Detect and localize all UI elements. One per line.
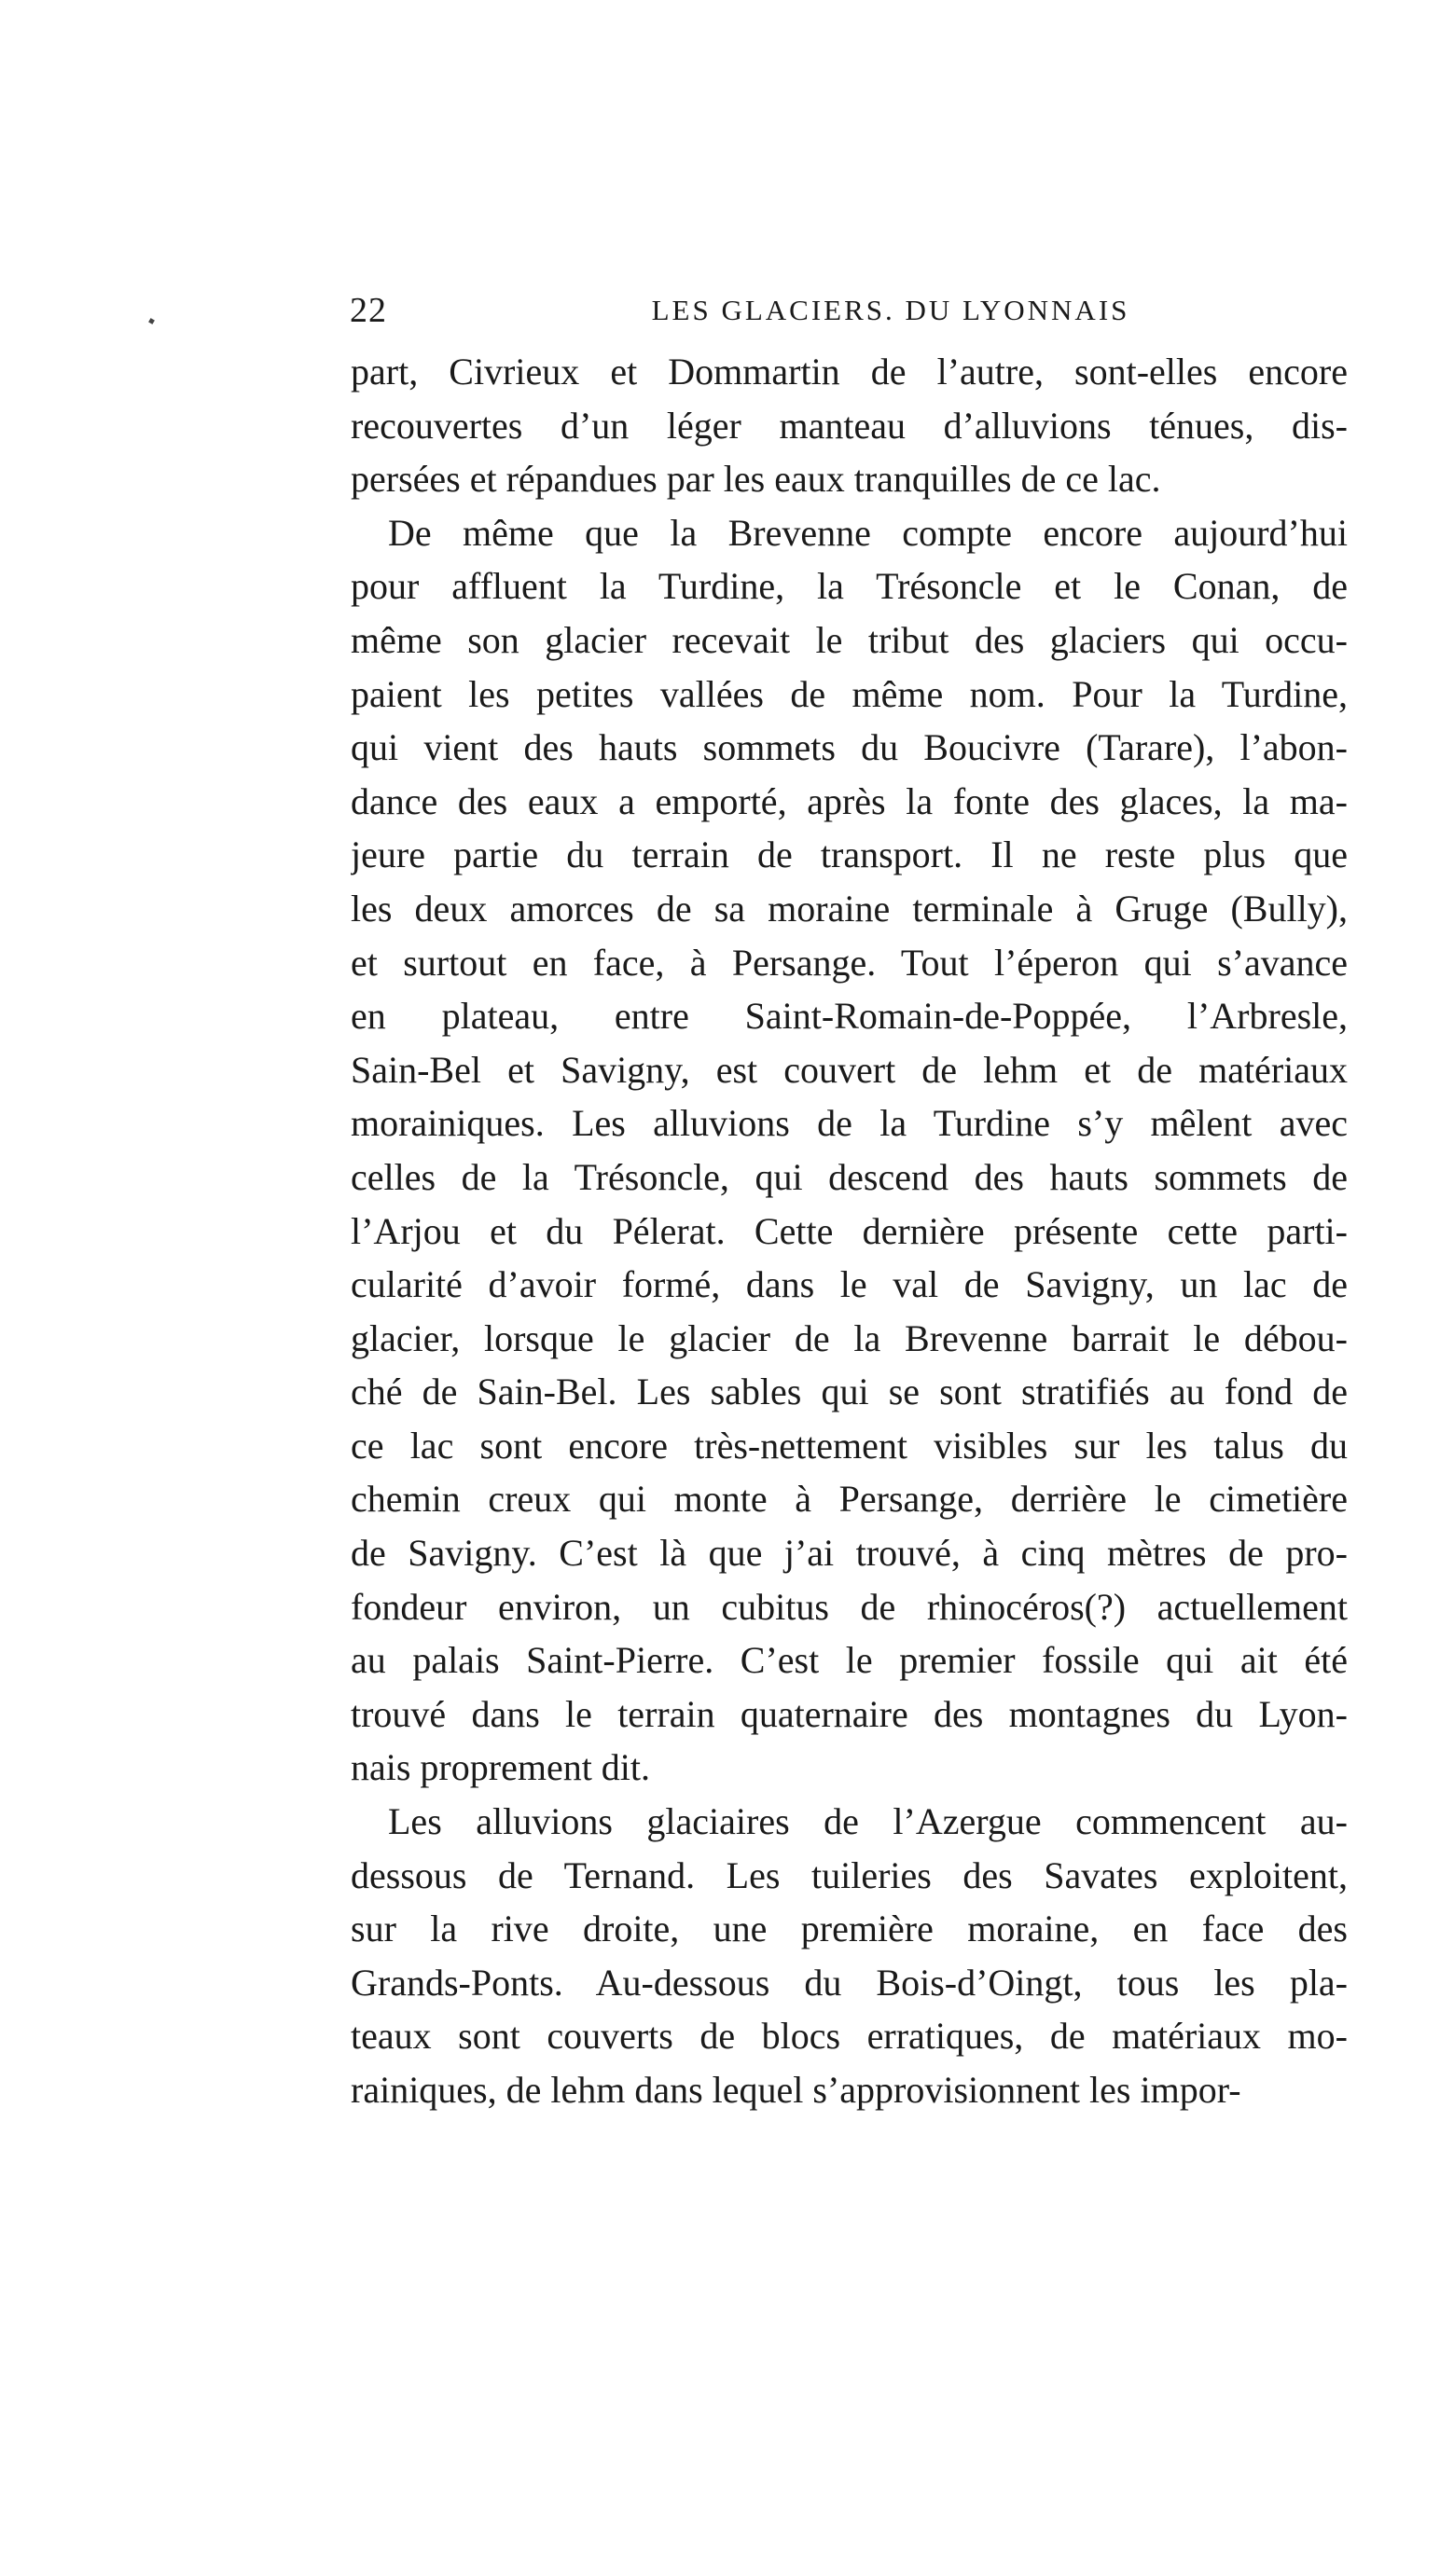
stray-ink-mark	[148, 318, 155, 324]
text-line: fondeur environ, un cubitus de rhinocéros(?) actuellement	[351, 1585, 1348, 1628]
paragraph	[351, 345, 1348, 506]
text-line: paient les petites vallées de même nom. Pour la Turdine,	[351, 672, 1348, 715]
running-title: LES GLACIERS. DU LYONNAIS	[651, 294, 1130, 326]
text-line: morainiques. Les alluvions de la Turdine s’y mêlent avec	[351, 1102, 1348, 1145]
text-line: cularité d’avoir formé, dans le val de Savigny, un lac de	[351, 1263, 1348, 1306]
text-line: recouvertes d’un léger manteau d’alluvions ténues, dis-	[351, 404, 1348, 447]
text-line: Les alluvions glaciaires de l’Azergue commencent au-	[388, 1800, 1348, 1843]
page-number: 22	[350, 291, 387, 330]
text-line: nais proprement dit.	[351, 1746, 651, 1789]
text-line: l’Arjou et du Pélerat. Cette dernière présente cette parti-	[351, 1209, 1348, 1252]
text-line: et surtout en face, à Persange. Tout l’éperon qui s’avance	[351, 941, 1348, 984]
text-line: même son glacier recevait le tribut des glaciers qui occu-	[351, 618, 1348, 661]
text-line: chemin creux qui monte à Persange, derrière le cimetière	[351, 1478, 1348, 1521]
text-line: dessous de Ternand. Les tuileries des Savates exploitent,	[351, 1853, 1348, 1896]
text-line: pour affluent la Turdine, la Trésoncle et le Conan, de	[351, 565, 1348, 608]
text-line: dance des eaux a emporté, après la fonte des glaces, la ma-	[351, 779, 1348, 822]
text-line: De même que la Brevenne compte encore aujourd’hui	[388, 511, 1348, 554]
text-line: Sain-Bel et Savigny, est couvert de lehm et de matériaux	[351, 1048, 1348, 1091]
text-line: ce lac sont encore très-nettement visibles sur les talus du	[351, 1424, 1348, 1467]
text-line: qui vient des hauts sommets du Boucivre (Tarare), l’abon-	[351, 726, 1348, 769]
text-line: teaux sont couverts de blocs erratiques, de matériaux mo-	[351, 2015, 1348, 2058]
text-line: part, Civrieux et Dommartin de l’autre, sont-elles encore	[351, 351, 1348, 393]
paragraph	[351, 506, 1348, 1795]
paragraph	[351, 1795, 1348, 2117]
text-line: au palais Saint-Pierre. C’est le premier fossile qui ait été	[351, 1639, 1348, 1682]
text-line: rainiques, de lehm dans lequel s’approvisionnent les impor-	[351, 2069, 1241, 2111]
text-line: de Savigny. C’est là que j’ai trouvé, à cinq mètres de pro-	[351, 1532, 1348, 1575]
text-line: persées et répandues par les eaux tranquilles de ce lac.	[351, 458, 1161, 501]
running-header	[350, 287, 1348, 334]
text-line: sur la rive droite, une première moraine, en face des	[351, 1908, 1348, 1950]
text-line: celles de la Trésoncle, qui descend des hauts sommets de	[351, 1155, 1348, 1198]
text-line: Grands-Ponts. Au-dessous du Bois-d’Oingt, tous les pla-	[351, 1961, 1348, 2004]
text-line: ché de Sain-Bel. Les sables qui se sont stratifiés au fond de	[351, 1371, 1348, 1413]
text-line: en plateau, entre Saint-Romain-de-Poppée, l’Arbresle,	[351, 995, 1348, 1038]
body-text	[351, 345, 1348, 2117]
text-line: trouvé dans le terrain quaternaire des montagnes du Lyon-	[351, 1692, 1348, 1735]
text-line: glacier, lorsque le glacier de la Brevenne barrait le débou-	[351, 1316, 1348, 1359]
text-line: jeure partie du terrain de transport. Il ne reste plus que	[351, 833, 1348, 876]
text-line: les deux amorces de sa moraine terminale à Gruge (Bully),	[351, 887, 1348, 930]
